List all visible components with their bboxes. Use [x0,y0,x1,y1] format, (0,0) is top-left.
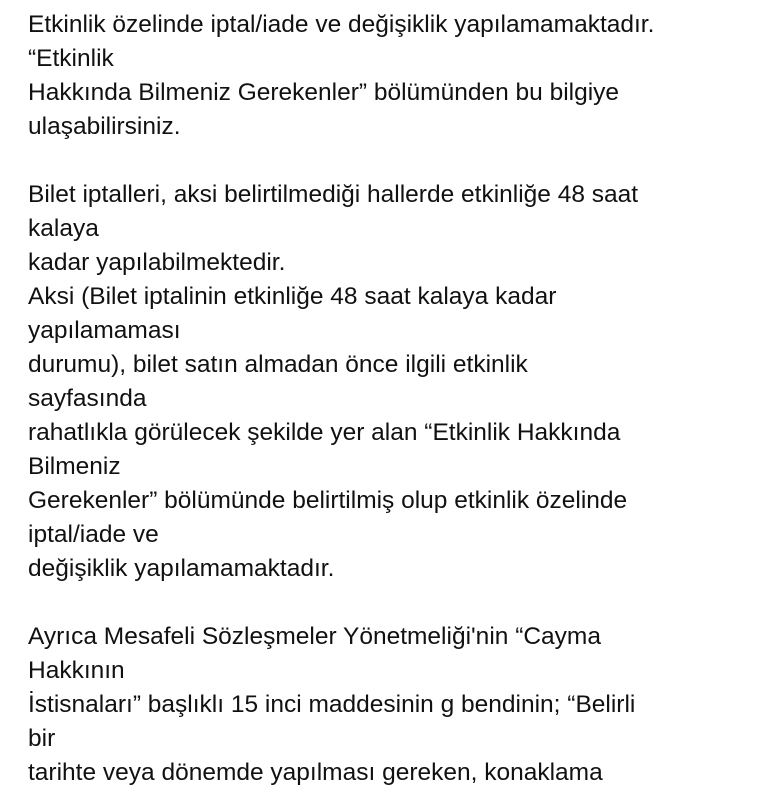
text-line: Bilmeniz [28,453,121,480]
text-line: Hakkının [28,657,125,684]
text-line: durumu), bilet satın almadan önce ilgili etkinlik [28,351,528,378]
text-line: Aksi (Bilet iptalinin etkinliğe 48 saat kalaya kadar [28,283,557,310]
document-text [28,8,768,790]
text-line: ulaşabilirsiniz. [28,113,181,140]
text-line: Gerekenler” bölümünde belirtilmiş olup etkinlik özelinde [28,487,628,514]
blank-line [28,144,768,178]
text-line: rahatlıkla görülecek şekilde yer alan “Etkinlik Hakkında [28,419,621,446]
text-line: sayfasında [28,385,147,412]
text-line: Bilet iptalleri, aksi belirtilmediği hallerde etkinliğe 48 saat [28,181,639,208]
text-line: “Etkinlik [28,45,114,72]
text-line: kadar yapılabilmektedir. [28,249,286,276]
text-line: kalaya [28,215,99,242]
text-line: iptal/iade ve [28,521,159,548]
text-line: İstisnaları” başlıklı 15 inci maddesinin g bendinin; “Belirli [28,691,636,718]
text-line: Ayrıca Mesafeli Sözleşmeler Yönetmeliği'nin “Cayma [28,623,601,650]
text-line: değişiklik yapılamamaktadır. [28,555,335,582]
text-line: Etkinlik özelinde iptal/iade ve değişiklik yapılamamaktadır. [28,11,655,38]
text-line: yapılamaması [28,317,181,344]
text-line: tarihte veya dönemde yapılması gereken, konaklama [28,759,603,786]
blank-line [28,586,768,620]
text-line: Hakkında Bilmeniz Gerekenler” bölümünden bu bilgiye [28,79,620,106]
text-line: bir [28,725,56,752]
